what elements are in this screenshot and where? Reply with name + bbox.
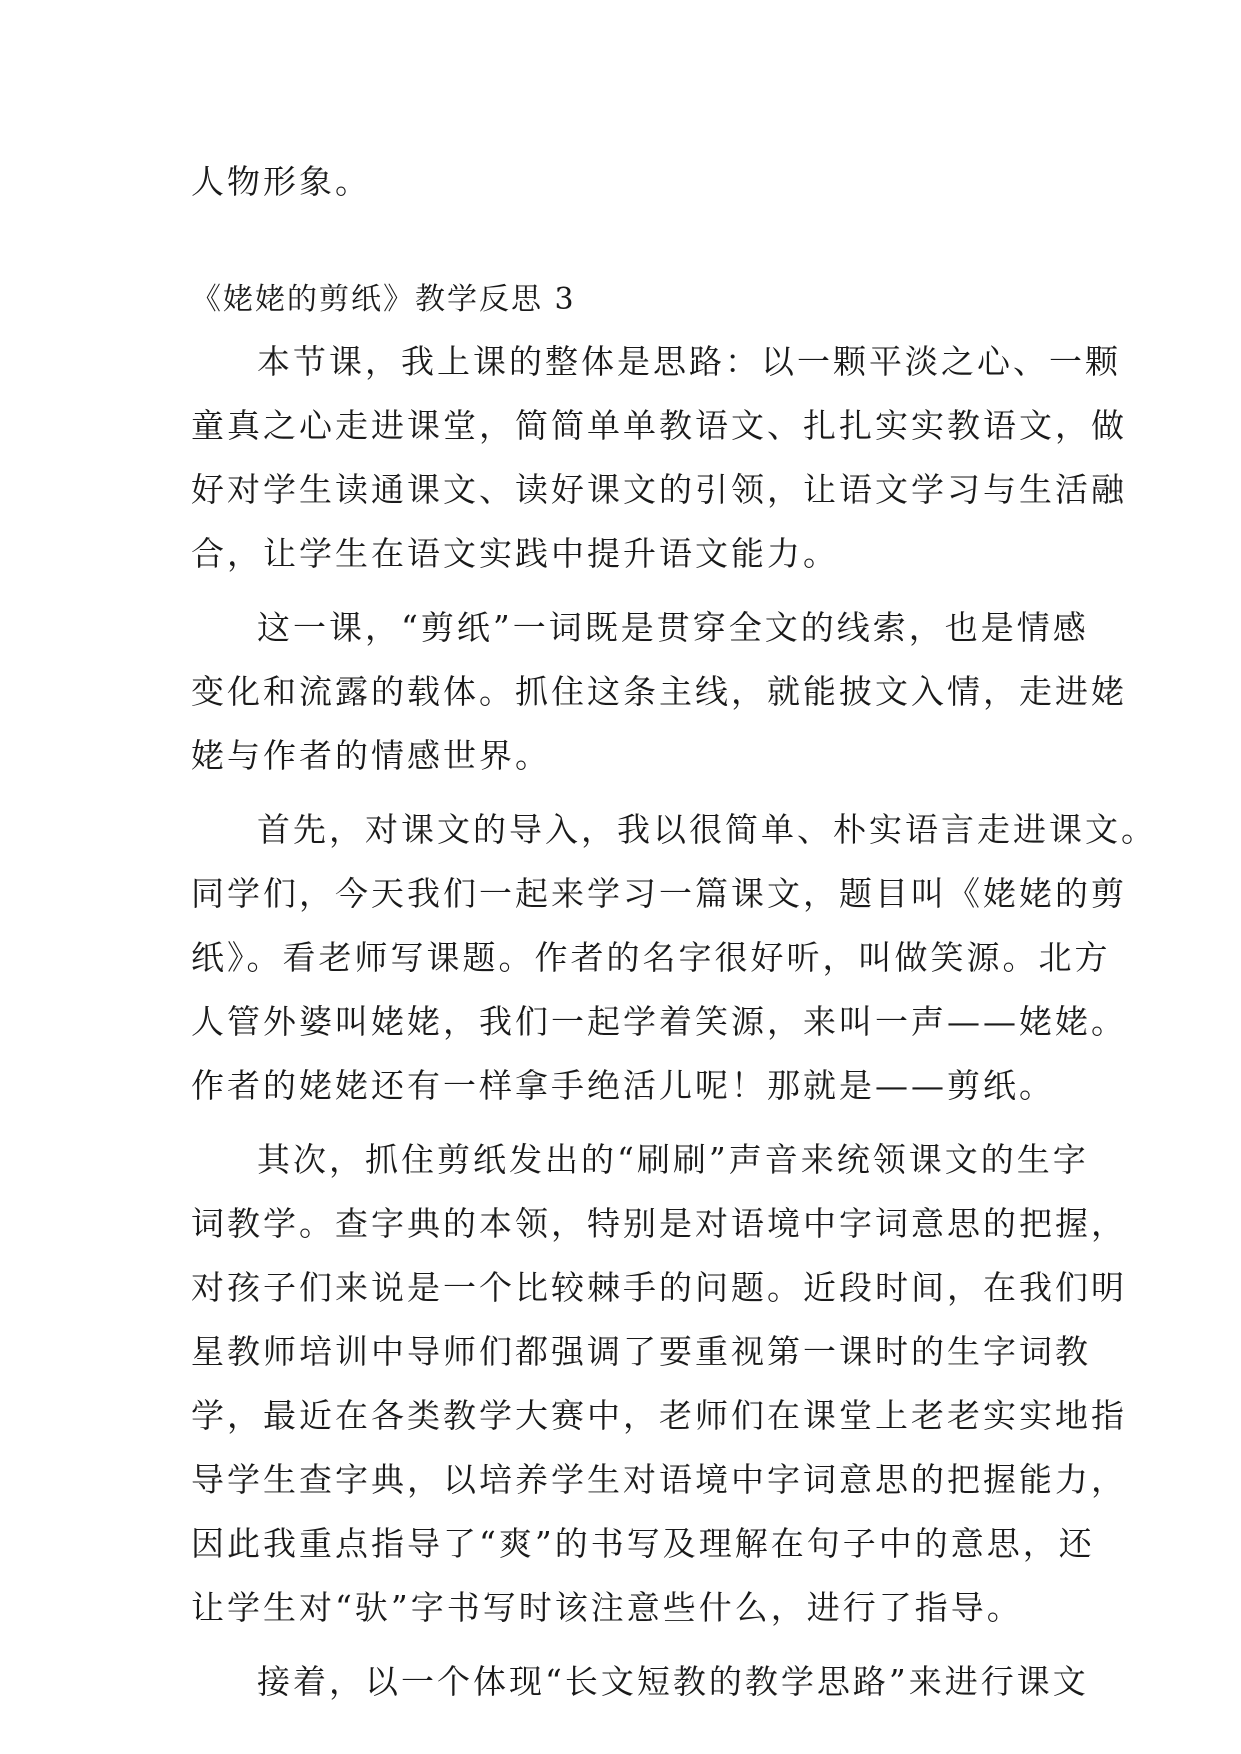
paragraph-line: 词教学。查字典的本领，特别是对语境中字词意思的把握， <box>191 1204 1127 1243</box>
section-heading: 《姥姥的剪纸》教学反思 3 <box>191 282 576 317</box>
paragraph-line: 变化和流露的载体。抓住这条主线，就能披文入情，走进姥 <box>191 672 1127 711</box>
paragraph-line: 其次，抓住剪纸发出的“刷刷”声音来统领课文的生字 <box>257 1140 1089 1179</box>
paragraph-line: 人管外婆叫姥姥，我们一起学着笑源，来叫一声——姥姥。 <box>191 1002 1127 1041</box>
paragraph-line: 接着，以一个体现“长文短教的教学思路”来进行课文 <box>257 1662 1089 1701</box>
section-heading-block <box>191 268 1051 332</box>
paragraph-line: 对孩子们来说是一个比较棘手的问题。近段时间，在我们明 <box>191 1268 1127 1307</box>
paragraph-line: 本节课，我上课的整体是思路：以一颗平淡之心、一颗 <box>257 342 1121 381</box>
paragraph-line: 作者的姥姥还有一样拿手绝活儿呢！那就是——剪纸。 <box>191 1066 1055 1105</box>
paragraph-line: 童真之心走进课堂，简简单单教语文、扎扎实实教语文，做 <box>191 406 1127 445</box>
paragraph-line: 让学生对“驮”字书写时该注意些什么，进行了指导。 <box>191 1588 1023 1627</box>
paragraph-line: 这一课，“剪纸”一词既是贯穿全文的线索，也是情感 <box>257 608 1089 647</box>
paragraph-line: 因此我重点指导了“爽”的书写及理解在句子中的意思，还 <box>191 1524 1095 1563</box>
paragraph-line: 合，让学生在语文实践中提升语文能力。 <box>191 534 839 573</box>
paragraph-5 <box>191 1650 1089 1714</box>
paragraph-line: 同学们，今天我们一起来学习一篇课文，题目叫《姥姥的剪 <box>191 874 1127 913</box>
paragraph-line: 学，最近在各类教学大赛中，老师们在课堂上老老实实地指 <box>191 1396 1127 1435</box>
paragraph-line: 星教师培训中导师们都强调了要重视第一课时的生字词教 <box>191 1332 1091 1371</box>
paragraph-3 <box>191 798 1157 1118</box>
continuation-text <box>191 150 1051 214</box>
paragraph-line: 姥与作者的情感世界。 <box>191 736 551 775</box>
paragraph-line: 首先，对课文的导入，我以很简单、朴实语言走进课文。 <box>257 810 1157 849</box>
paragraph-line: 导学生查字典，以培养学生对语境中字词意思的把握能力， <box>191 1460 1127 1499</box>
paragraph-2 <box>191 596 1127 788</box>
paragraph-4 <box>191 1128 1127 1640</box>
paragraph-line: 好对学生读通课文、读好课文的引领，让语文学习与生活融 <box>191 470 1127 509</box>
continuation-line: 人物形象。 <box>191 162 371 201</box>
paragraph-line: 纸》。看老师写课题。作者的名字很好听，叫做笑源。北方 <box>191 938 1111 977</box>
paragraph-1 <box>191 330 1127 586</box>
document-body <box>191 330 1157 1724</box>
